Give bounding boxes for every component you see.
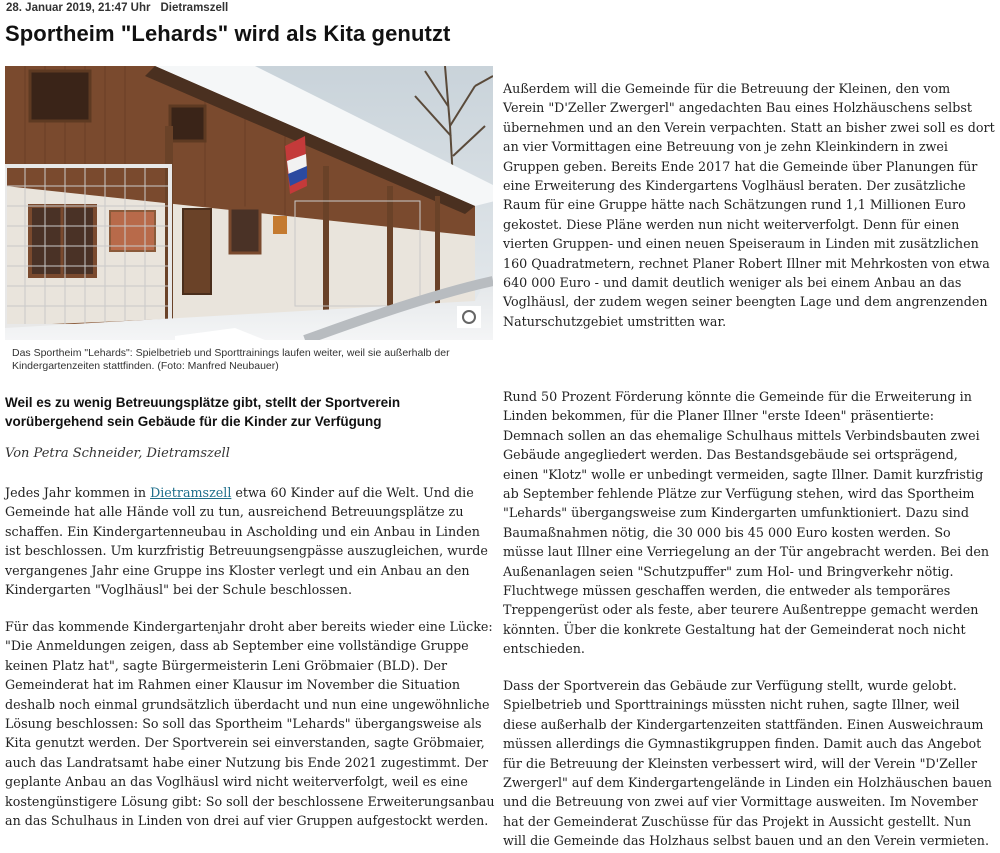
zoom-button[interactable] (457, 306, 481, 328)
left-paragraph-1-post: etwa 60 Kinder auf die Welt. Und die Gemeinde hat alle Hände voll zu tun, ausreichend Betreuungsplätze zu schaffen. Ein Kindergartenneubau in Ascholding und ein Anbau in Linden ist beschlossen. Um kurzfristig Betreuungsengpässe auszugleichen, wurde vergangenes Jahr eine Gruppe ins Kloster verlegt und ein Anbau an den Kindergarten "Voglhäusl" bei der Schule beschlossen. (5, 485, 488, 598)
article-date: 28. Januar 2019, 21:47 Uhr (6, 2, 151, 14)
article-meta (6, 2, 228, 14)
left-paragraph-1 (5, 483, 497, 599)
right-paragraph-1: Außerdem will die Gemeinde für die Betreuung der Kleinen, den vom Verein "D'Zeller Zwergerl" angedachten Bau eines Holzhäuschens selbst übernehmen und an den Verein verpachten. Statt an bisher zwei soll es dort an vier Vormittagen eine Betreuung von je zehn Kleinkindern in zwei Gruppen geben. Bereits Ende 2017 hat die Gemeinde über Planungen für eine Erweiterung des Kindergartens Voglhäusl beraten. Der zusätzliche Raum für eine Gruppe hätte nach Schätzungen rund 1,1 Millionen Euro gekostet. Diese Pläne werden nun nicht weiterverfolgt. Denn für einen vierten Gruppen- und einen neuen Speiseraum in Linden mit zusätzlichen 160 Quadratmetern, rechnet Planer Robert Illner mit Mehrkosten von etwa 640 000 Euro - und damit deutlich weniger als bei einem Anbau an das Voglhäusl, der zudem wegen seiner beengten Lage und dem angrenzenden Naturschutzgebiet umstritten war. (503, 81, 995, 329)
article-teaser: Weil es zu wenig Betreuungsplätze gibt, stellt der Sportverein vorübergehend sein Gebäude für die Kinder zur Verfügung (5, 395, 401, 429)
left-paragraph-1-pre: Jedes Jahr kommen in (5, 485, 151, 500)
photo-illustration (5, 66, 493, 340)
right-paragraph-2: Rund 50 Prozent Förderung könnte die Gemeinde für die Erweiterung in Linden bekommen, für die Planer Illner "erste Ideen" präsentierte: Demnach sollen an das ehemalige Schulhaus mittels Verbindsbauten zwei Gebäude angegliedert werden. Das Bestandsgebäude sei ortsprägend, einen "Klotz" wolle er unbedingt vermeiden, sagte Illner. Damit kurzfristig ab September fehlende Plätze zur Verfügung stehen, wird das Sportheim "Lehards" übergangsweise zum Kindergarten umfunktioniert. Dazu sind Baumaßnahmen nötig, die 30 000 bis 45 000 Euro kosten werden. So müsse laut Illner eine Verriegelung an der Tür angebracht werden. Bei den Außenanlagen seien "Schutzpuffer" zum Hol- und Bringverkehr nötig. Fluchtwege müssen geschaffen werden, die entweder als temporäres Treppengerüst oder als feste, aber teurere Außentreppe gemacht werden könnten. Über die konkrete Gestaltung hat der Gemeinderat noch nicht entschieden. (503, 389, 990, 657)
right-paragraph-3: Dass der Sportverein das Gebäude zur Verfügung stellt, wurde gelobt. Spielbetrieb und Sporttrainings müssten nicht ruhen, sagte Illner, weil diese außerhalb der Kindergartenzeiten stattfänden. Einen Ausweichraum müssen allerdings die Gymnastikgruppen finden. Damit auch das Angebot für die Betreuung der Kleinsten verbessert wird, will der Verein "D'Zeller Zwergerl" auf dem Kindergartengelände in Linden ein Holzhäuschen bauen und die Betreuung von zwei auf vier Vormittage ausweiten. Im November hat der Gemeinderat Zuschüsse für das Projekt in Aussicht gestellt. Nun will die Gemeinde das Holzhaus selbst bauen und an den Verein vermieten. (503, 678, 992, 849)
zoom-icon (462, 310, 476, 324)
article-photo[interactable] (5, 66, 493, 340)
article-location: Dietramszell (160, 2, 229, 14)
left-paragraph-2: Für das kommende Kindergartenjahr droht aber bereits wieder eine Lücke: "Die Anmeldungen zeigen, dass ab September eine vollständige Gruppe keinen Platz hat", sagte Bürgermeisterin Leni Gröbmaier (BLD). Der Gemeinderat hat im Rahmen einer Klausur im November die Situation deshalb noch einmal grundsätzlich überdacht und nun eine ungewöhnliche Lösung beschlossen: So soll das Sportheim "Lehards" übergangsweise als Kita genutzt werden. Der Sportverein sei einverstanden, sagte Gröbmaier, auch das Landratsamt habe einer Nutzung bis Ende 2021 zugestimmt. Der geplante Anbau an das Voglhäusl wird nicht weiterverfolgt, weil es eine kostengünstigere Lösung gibt: So soll der beschlossene Erweiterungsanbau an das Schulhaus in Linden von drei auf vier Gruppen aufgestockt werden. (5, 619, 495, 829)
article-byline: Von Petra Schneider, Dietramszell (5, 446, 230, 461)
photo-caption: Das Sportheim "Lehards": Spielbetrieb und Sporttrainings laufen weiter, weil sie außerhalb der Kindergartenzeiten stattfinden. (Foto: Manfred Neubauer) (12, 347, 450, 372)
dietramszell-link[interactable]: Dietramszell (150, 485, 232, 500)
article-headline: Sportheim "Lehards" wird als Kita genutzt (5, 21, 451, 46)
